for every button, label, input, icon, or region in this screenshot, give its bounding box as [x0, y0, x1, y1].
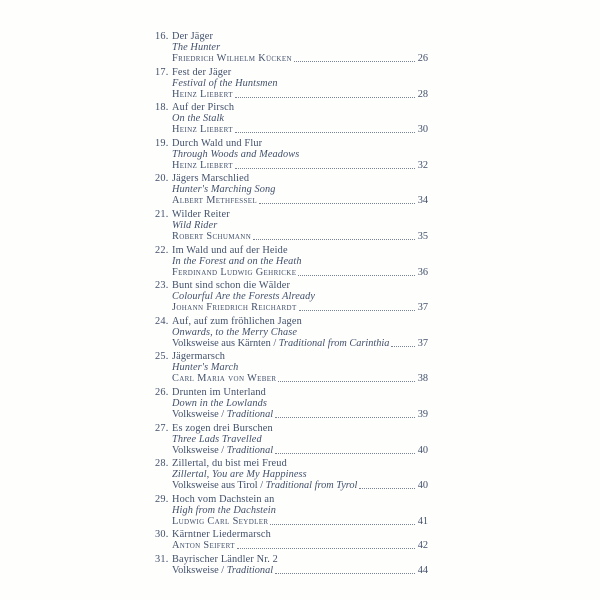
toc-entry	[155, 280, 428, 313]
attribution-part: Traditional	[226, 564, 274, 576]
attribution-part: /	[270, 337, 279, 349]
entry-attribution-line	[155, 338, 428, 349]
entry-subtitle: Colourful Are the Forests Already	[172, 291, 316, 303]
toc-entry	[155, 458, 428, 491]
entry-title: Es zogen drei Burschen	[172, 422, 273, 434]
dotted-leader	[275, 453, 415, 454]
entry-title-line	[155, 494, 428, 505]
entry-title: Kärntner Liedermarsch	[172, 529, 271, 541]
entry-attribution-line	[155, 231, 428, 242]
entry-page-number: 30	[417, 124, 428, 136]
entry-title: Bayrischer Ländler Nr. 2	[172, 553, 278, 565]
entry-number: 27.	[155, 422, 169, 434]
entry-title: Zillertal, du bist mei Freud	[172, 458, 287, 470]
attribution-part: /	[218, 564, 227, 576]
entry-subtitle: Hunter's Marching Song	[172, 184, 276, 196]
attribution-part: Albert Methfessel	[172, 195, 257, 207]
entry-number: 24.	[155, 315, 169, 327]
entry-subtitle: Festival of the Huntsmen	[172, 77, 278, 89]
entry-title: Auf der Pirsch	[172, 102, 235, 114]
entry-attribution-line	[155, 480, 428, 491]
entry-title-line	[155, 387, 428, 398]
dotted-leader	[391, 346, 414, 347]
entry-number: 26.	[155, 386, 169, 398]
entry-page-number: 40	[417, 480, 428, 492]
entry-title-line	[155, 67, 428, 78]
attribution-part: Traditional	[226, 444, 274, 456]
entry-title: Im Wald und auf der Heide	[172, 244, 288, 256]
entry-page-number: 26	[417, 53, 428, 64]
entry-attribution-line	[155, 373, 428, 384]
entry-number: 19.	[155, 137, 169, 149]
toc-entry	[155, 316, 428, 349]
entry-title-line	[155, 102, 428, 113]
dotted-leader	[298, 275, 414, 276]
entry-title-line	[155, 245, 428, 256]
dotted-leader	[235, 168, 415, 169]
entry-attribution-text	[172, 160, 233, 171]
entry-title-line	[155, 458, 428, 469]
attribution-part: /	[257, 480, 266, 492]
entry-attribution-text	[172, 445, 273, 456]
attribution-part: Volksweise	[172, 444, 219, 456]
attribution-part: Robert Schumann	[172, 230, 252, 242]
entry-attribution-text	[172, 409, 273, 420]
entry-page-number: 28	[417, 88, 428, 100]
entry-title: Wilder Reiter	[172, 208, 230, 220]
dotted-leader	[270, 524, 414, 525]
entry-attribution-line	[155, 195, 428, 206]
entry-attribution-line	[155, 267, 428, 278]
attribution-part: Traditional from Tyrol	[265, 480, 358, 492]
attribution-part: Volksweise aus Kärnten	[172, 337, 271, 349]
dotted-leader	[275, 417, 415, 418]
entry-attribution-text	[172, 540, 235, 551]
entry-page-number: 39	[417, 408, 428, 420]
dotted-leader	[359, 488, 414, 489]
toc-entry	[155, 173, 428, 206]
attribution-part: Traditional	[226, 408, 274, 420]
dotted-leader	[235, 97, 415, 98]
entry-number: 25.	[155, 351, 169, 363]
entry-title-line	[155, 209, 428, 220]
entry-title: Der Jäger	[172, 31, 214, 42]
entry-attribution-text	[172, 338, 389, 349]
entry-attribution-line	[155, 160, 428, 171]
attribution-part: Carl Maria von Weber	[172, 373, 277, 385]
entry-title-line	[155, 316, 428, 327]
dotted-leader	[278, 381, 414, 382]
toc-entry	[155, 138, 428, 171]
toc-entry	[155, 387, 428, 420]
entry-subtitle: High from the Dachstein	[172, 504, 277, 516]
entry-page-number: 40	[417, 444, 428, 456]
entry-attribution-line	[155, 302, 428, 313]
entry-attribution-text	[172, 480, 357, 491]
toc-entry	[155, 554, 428, 576]
entry-attribution-text	[172, 302, 297, 313]
toc-entry	[155, 529, 428, 551]
entry-number: 16.	[155, 31, 169, 42]
entry-title-line	[155, 138, 428, 149]
entry-subtitle: Onwards, to the Merry Chase	[172, 326, 298, 338]
toc-entry	[155, 423, 428, 456]
entry-number: 20.	[155, 173, 169, 185]
toc-entry	[155, 245, 428, 278]
entry-subtitle: Hunter's March	[172, 362, 239, 374]
entry-subtitle: In the Forest and on the Heath	[172, 255, 302, 267]
entry-attribution-line	[155, 540, 428, 551]
entry-page-number: 34	[417, 195, 428, 207]
entry-attribution-line	[155, 409, 428, 420]
entry-title: Jägers Marschlied	[172, 173, 250, 185]
entry-page-number: 38	[417, 373, 428, 385]
entry-title-line	[155, 280, 428, 291]
attribution-part: Traditional from Carinthia	[278, 337, 390, 349]
entry-title: Fest der Jäger	[172, 66, 232, 78]
entry-number: 22.	[155, 244, 169, 256]
dotted-leader	[237, 548, 415, 549]
entry-title-line	[155, 529, 428, 540]
entry-page-number: 41	[417, 515, 428, 527]
entry-subtitle: On the Stalk	[172, 113, 225, 125]
entry-subtitle: Wild Rider	[172, 219, 218, 231]
entry-page-number: 32	[417, 159, 428, 171]
attribution-part: Volksweise aus Tirol	[172, 480, 258, 492]
attribution-part: Friedrich Wilhelm Kücken	[172, 53, 292, 64]
entry-number: 31.	[155, 553, 169, 565]
toc-entry	[155, 31, 428, 64]
entry-subtitle: The Hunter	[172, 42, 221, 53]
dotted-leader	[235, 132, 415, 133]
toc-entry	[155, 102, 428, 135]
entry-number: 21.	[155, 208, 169, 220]
entry-number: 18.	[155, 102, 169, 114]
entry-title: Bunt sind schon die Wälder	[172, 280, 291, 292]
entry-attribution-text	[172, 53, 292, 64]
entry-title: Drunten im Unterland	[172, 386, 266, 398]
entry-title-line	[155, 554, 428, 565]
toc-entry	[155, 209, 428, 242]
entry-attribution-line	[155, 565, 428, 576]
entry-title: Durch Wald und Flur	[172, 137, 263, 149]
entry-attribution-text	[172, 195, 257, 206]
toc-entry	[155, 351, 428, 384]
entry-attribution-text	[172, 267, 296, 278]
attribution-part: Heinz Liebert	[172, 159, 233, 171]
attribution-part: Volksweise	[172, 408, 219, 420]
entry-subtitle: Zillertal, You are My Happiness	[172, 469, 307, 481]
attribution-part: Ludwig Carl Seydler	[172, 515, 269, 527]
attribution-part: Heinz Liebert	[172, 88, 233, 100]
entry-attribution-text	[172, 373, 276, 384]
entry-attribution-line	[155, 445, 428, 456]
entry-attribution-text	[172, 516, 268, 527]
entry-title: Jägermarsch	[172, 351, 226, 363]
dotted-leader	[275, 573, 415, 574]
dotted-leader	[259, 203, 415, 204]
entry-title-line	[155, 173, 428, 184]
entry-page-number: 44	[417, 564, 428, 576]
entry-subtitle: Three Lads Travelled	[172, 433, 262, 445]
entry-page-number: 37	[417, 337, 428, 349]
entry-number: 29.	[155, 493, 169, 505]
entry-number: 17.	[155, 66, 169, 78]
entry-subtitle: Down in the Lowlands	[172, 397, 267, 409]
toc-list	[155, 31, 428, 579]
attribution-part: Anton Seifert	[172, 540, 235, 552]
entry-title: Hoch vom Dachstein an	[172, 493, 275, 505]
toc-entry	[155, 67, 428, 100]
attribution-part: Heinz Liebert	[172, 124, 233, 136]
dotted-leader	[253, 239, 415, 240]
entry-number: 28.	[155, 458, 169, 470]
attribution-part: /	[218, 444, 227, 456]
toc-entry	[155, 494, 428, 527]
entry-page-number: 42	[417, 540, 428, 552]
dotted-leader	[294, 61, 415, 62]
entry-attribution-line	[155, 89, 428, 100]
entry-title: Auf, auf zum fröhlichen Jagen	[172, 315, 302, 327]
entry-attribution-text	[172, 89, 233, 100]
attribution-part: Volksweise	[172, 564, 219, 576]
attribution-part: Ferdinand Ludwig Gehricke	[172, 266, 297, 278]
entry-page-number: 35	[417, 230, 428, 242]
entry-attribution-text	[172, 231, 251, 242]
entry-title-line	[155, 31, 428, 42]
entry-number: 30.	[155, 529, 169, 541]
entry-title-line	[155, 423, 428, 434]
attribution-part: /	[218, 408, 227, 420]
attribution-part: Johann Friedrich Reichardt	[172, 302, 297, 314]
entry-attribution-line	[155, 53, 428, 64]
entry-attribution-line	[155, 516, 428, 527]
entry-attribution-line	[155, 124, 428, 135]
entry-number: 23.	[155, 280, 169, 292]
entry-title-line	[155, 351, 428, 362]
entry-subtitle: Through Woods and Meadows	[172, 148, 300, 160]
dotted-leader	[299, 310, 415, 311]
entry-attribution-text	[172, 124, 233, 135]
entry-attribution-text	[172, 565, 273, 576]
entry-page-number: 36	[417, 266, 428, 278]
entry-page-number: 37	[417, 302, 428, 314]
